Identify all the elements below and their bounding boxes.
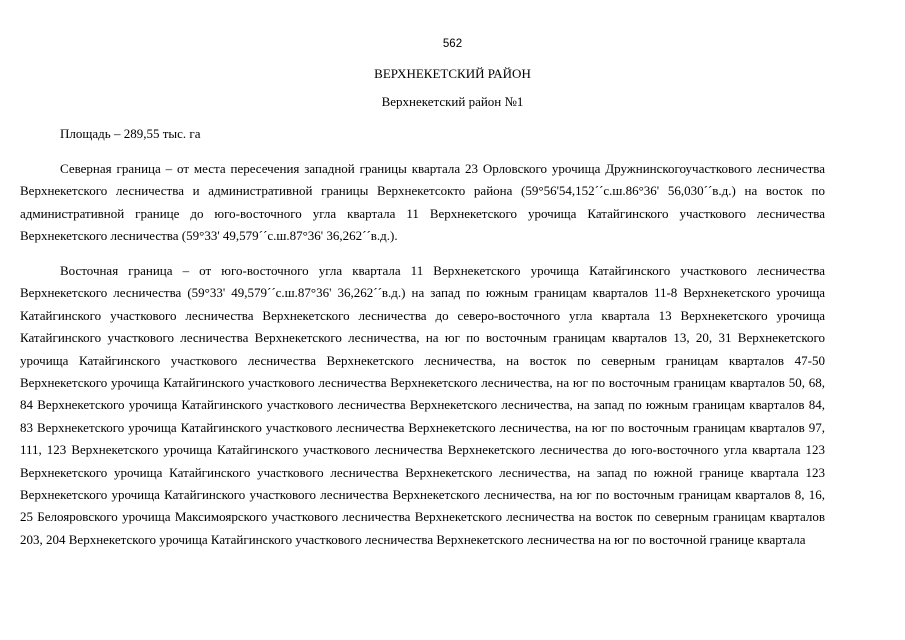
district-title: ВЕРХНЕКЕТСКИЙ РАЙОН [374, 66, 531, 81]
east-boundary-paragraph: Восточная граница – от юго-восточного угла квартала 11 Верхнекетского урочища Катайгинского участкового лесничества Верхнекетского лесничества (59°33' 49,579´´с.ш.87°36' 36,262´´в.д.) на запад по южным границам кварталов 11-8 Верхнекетского урочища Катайгинского участкового лесничества Верхнекетского лесничества до северо-восточного угла квартала 13 Верхнекетского урочища Катайгинского участкового лесничества Верхнекетского лесничества, на юг по восточным границам кварталов 13, 20, 31 Верхнекетского урочища Катайгинского участкового лесничества Верхнекетского лесничества, на восток по северным границам кварталов 47-50 Верхнекетского урочища Катайгинского участкового лесничества Верхнекетского лесничества, на юг по восточным границам кварталов 50, 68, 84 Верхнекетского урочища Катайгинского участкового лесничества Верхнекетского лесничества, на запад по южным границам кварталов 84, 83 Верхнекетского урочища Катайгинского участкового лесничества Верхнекетского лесничества, на юг по восточным границам кварталов 97, 111, 123 Верхнекетского урочища Катайгинского участкового лесничества Верхнекетского лесничества до юго-восточного угла квартала 123 Верхнекетского урочища Катайгинского участкового лесничества Верхнекетского лесничества, на запад по южной границе квартала 123 Верхнекетского урочища Катайгинского участкового лесничества Верхнекетского лесничества, на юг по восточным границам кварталов 8, 16, 25 Белояровского урочища Максимоярского участкового лесничества Верхнекетского лесничества на восток по северным границам кварталов 203, 204 Верхнекетского урочища Катайгинского участкового лесничества Верхнекетского лесничества на юг по восточной границе квартала [20, 263, 825, 547]
district-subtitle: Верхнекетский район №1 [381, 94, 524, 109]
north-boundary-paragraph: Северная граница – от места пересечения западной границы квартала 23 Орловского урочища Дружнинскогоучасткового лесничества Верхнекетского лесничества и административной границы Верхнекетсокто района (59°56'54,152´´с.ш.86°36' 56,030´´в.д.) на восток по административной границе до юго-восточного угла квартала 11 Верхнекетского урочища Катайгинского участкового лесничества Верхнекетского лесничества (59°33' 49,579´´с.ш.87°36' 36,262´´в.д.). [20, 161, 825, 244]
page-number: 562 [442, 38, 463, 50]
area-statement: Площадь – 289,55 тыс. га [60, 126, 201, 141]
